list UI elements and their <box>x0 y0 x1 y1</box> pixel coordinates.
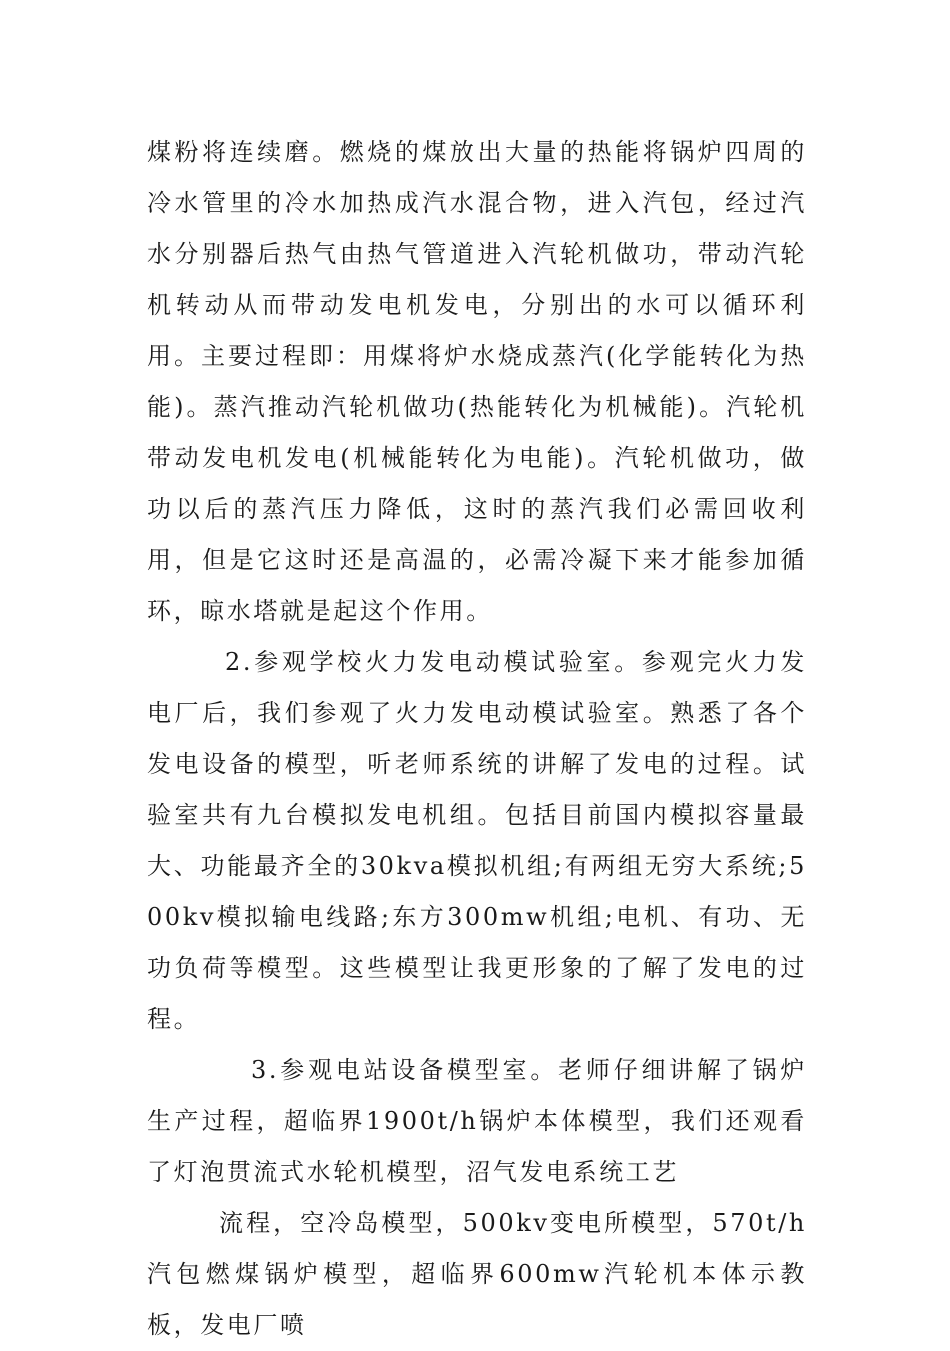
paragraph-equipment-model-room: 3.参观电站设备模型室。老师仔细讲解了锅炉生产过程，超临界1900t/h锅炉本体模型，我们还观看了灯泡贯流式水轮机模型，沼气发电系统工艺 <box>147 1056 807 1186</box>
paragraph-power-plant-process: 煤粉将连续磨。燃烧的煤放出大量的热能将锅炉四周的冷水管里的冷水加热成汽水混合物，进入汽包，经过汽水分别器后热气由热气管道进入汽轮机做功，带动汽轮机转动从而带动发电机发电，分别出的水可以循环利用。主要过程即：用煤将炉水烧成蒸汽(化学能转化为热能)。蒸汽推动汽轮机做功(热能转化为机械能)。汽轮机带动发电机发电(机械能转化为电能)。汽轮机做功，做功以后的蒸汽压力降低，这时的蒸汽我们必需回收利用，但是它这时还是高温的，必需冷凝下来才能参加循环，晾水塔就是起这个作用。 <box>147 138 807 625</box>
document-body <box>147 127 807 1351</box>
paragraph-dynamic-model-lab: 2.参观学校火力发电动模试验室。参观完火力发电厂后，我们参观了火力发电动模试验室。熟悉了各个发电设备的模型，听老师系统的讲解了发电的过程。试验室共有九台模拟发电机组。包括目前国内模拟容量最大、功能最齐全的30kva模拟机组;有两组无穷大系统;500kv模拟输电线路;东方300mw机组;电机、有功、无功负荷等模型。这些模型让我更形象的了解了发电的过程。 <box>147 648 807 1033</box>
paragraph-model-list: 流程，空冷岛模型，500kv变电所模型，570t/h汽包燃煤锅炉模型，超临界600mw汽轮机本体示教板，发电厂喷 <box>147 1209 807 1339</box>
